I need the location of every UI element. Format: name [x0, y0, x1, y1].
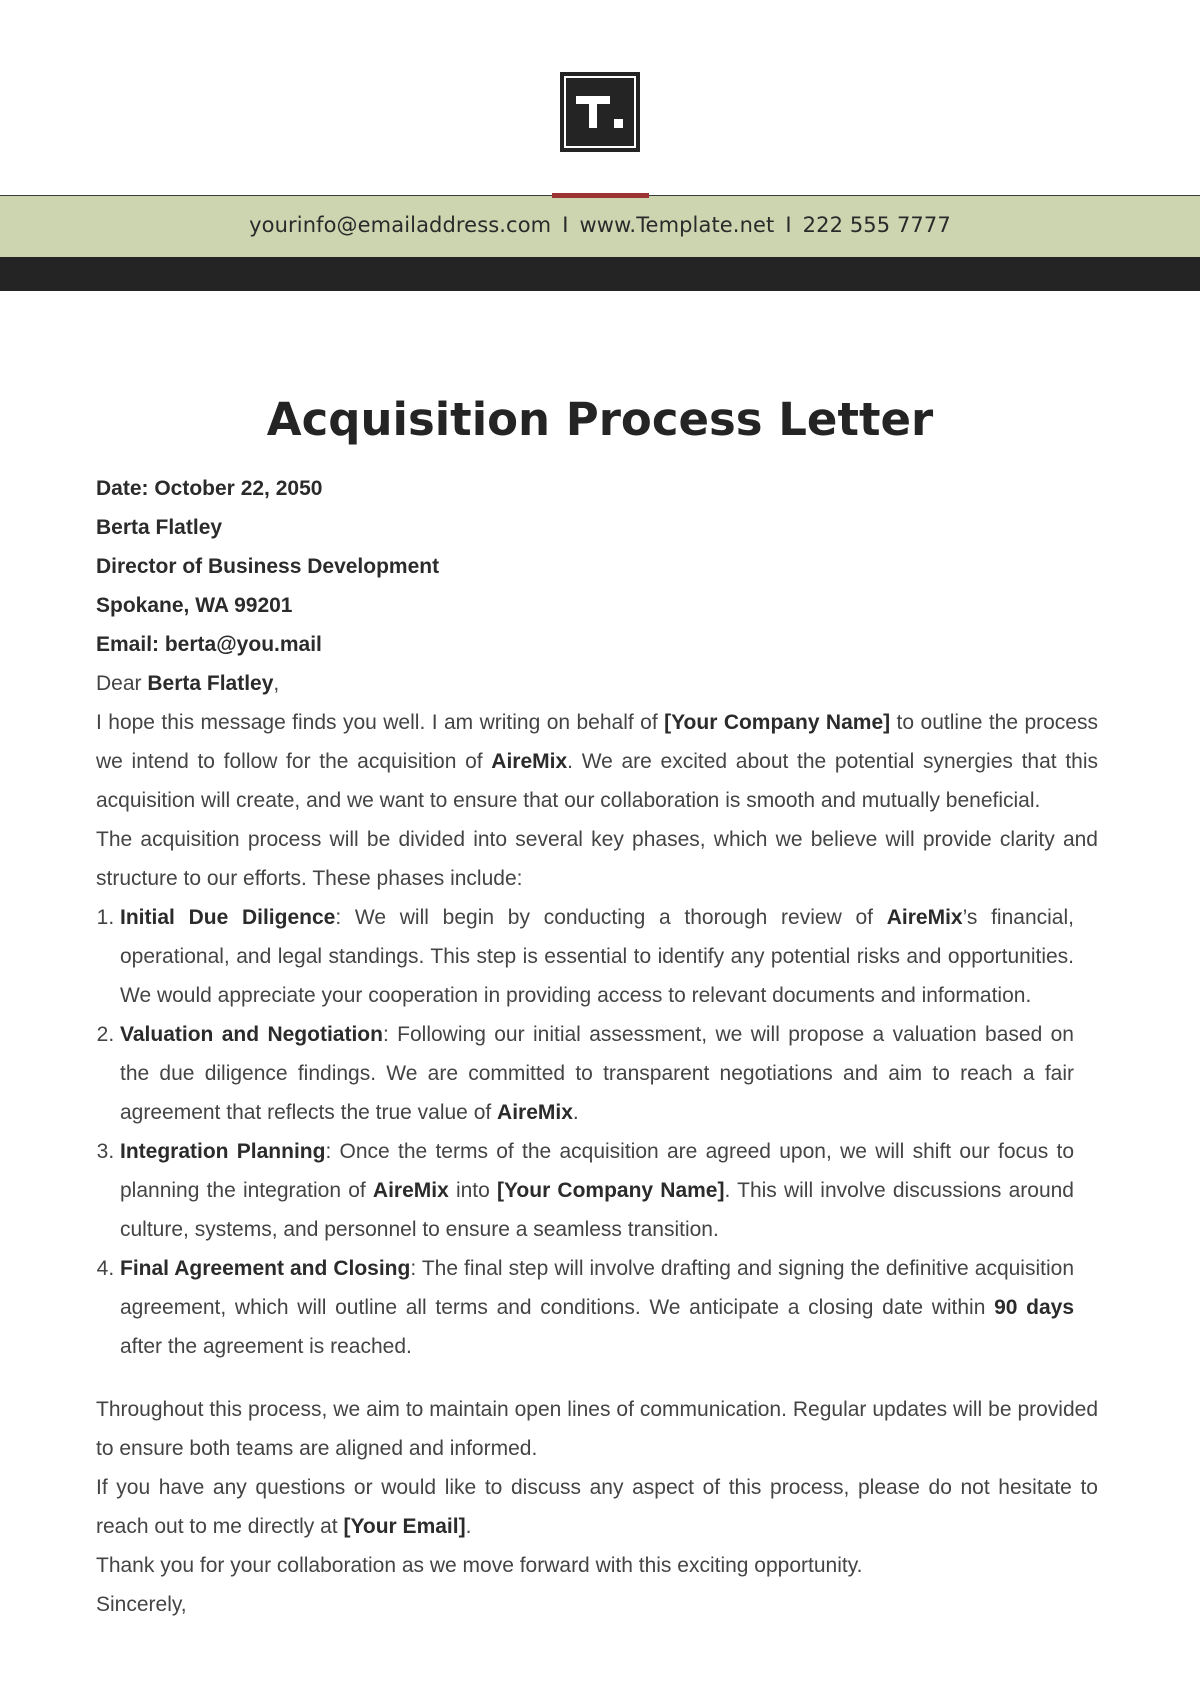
phases-intro-paragraph: The acquisition process will be divided into several key phases, which we believe will provide clarity and structure to our efforts. These phases include: [96, 828, 1098, 890]
phase-title: Final Agreement and Closing [120, 1257, 411, 1280]
salutation-suffix: , [273, 672, 280, 695]
contact-separator: I [562, 213, 569, 237]
template-logo [560, 72, 640, 152]
phase-emphasis: AireMix [886, 906, 963, 929]
salutation-name: Berta Flatley [147, 672, 274, 695]
contact-phone: 222 555 7777 [802, 213, 951, 237]
recipient-email: Email: berta@you.mail [96, 633, 322, 656]
phase-emphasis: AireMix [372, 1179, 449, 1202]
questions-paragraph [96, 1468, 1098, 1546]
accent-bar [552, 193, 649, 198]
questions-text: If you have any questions or would like to discuss any aspect of this process, please do not hesitate to reach out to me directly at [96, 1476, 1098, 1538]
phase-emphasis: AireMix [497, 1101, 573, 1124]
communication-paragraph: Throughout this process, we aim to maintain open lines of communication. Regular updates will be provided to ensure both teams are aligned and informed. [96, 1398, 1098, 1460]
target-company: AireMix [491, 750, 568, 773]
phase-item [120, 1249, 1074, 1366]
contact-line [0, 213, 1200, 237]
phase-text: after the agreement is reached. [120, 1335, 412, 1358]
letter-date: Date: October 22, 2050 [96, 477, 323, 500]
email-placeholder: [Your Email] [343, 1515, 466, 1538]
page-title: Acquisition Process Letter [266, 393, 934, 446]
phases-list [96, 898, 1074, 1366]
closing: Sincerely, [96, 1593, 187, 1616]
phase-text: . This will involve discussions around culture, systems, and personnel to ensure a seamless transition. [120, 1179, 1074, 1241]
phase-text: . [572, 1101, 579, 1124]
company-name-placeholder: [Your Company Name] [664, 711, 891, 734]
phase-item [120, 898, 1074, 1015]
intro-text: I hope this message finds you well. I am writing on behalf of [96, 711, 665, 734]
phase-emphasis: 90 days [994, 1296, 1074, 1319]
phase-text: into [448, 1179, 497, 1202]
letter-body [96, 469, 1098, 1624]
phase-text: : Following our initial assessment, we will propose a valuation based on the due diligence findings. We are committed to transparent negotiations and aim to reach a fair agreement that reflects the true value of [120, 1023, 1074, 1124]
spacer [96, 1366, 1098, 1390]
logo-letter-mark [570, 90, 630, 134]
salutation-prefix: Dear [96, 672, 148, 695]
questions-text: . [465, 1515, 472, 1538]
intro-text: . We are excited about the potential synergies that this acquisition will create, and we want to ensure that our collaboration is smooth and mutually beneficial. [96, 750, 1099, 812]
phase-emphasis: [Your Company Name] [496, 1179, 725, 1202]
phase-text: ’s financial, operational, and legal standings. This step is essential to identify any potential risks and opportunities. We would appreciate your cooperation in providing access to relevant documents and information. [120, 906, 1074, 1007]
phase-title: Valuation and Negotiation [120, 1023, 383, 1046]
phase-text: : Once the terms of the acquisition are agreed upon, we will shift our focus to planning the integration of [120, 1140, 1074, 1202]
salutation [96, 664, 1098, 703]
intro-text: to outline the process we intend to follow for the acquisition of [96, 711, 1098, 773]
recipient-name: Berta Flatley [96, 516, 223, 539]
phase-text: : The final step will involve drafting and signing the definitive acquisition agreement, which will outline all terms and conditions. We anticipate a closing date within [120, 1257, 1074, 1319]
recipient-location: Spokane, WA 99201 [96, 594, 293, 617]
thanks-paragraph: Thank you for your collaboration as we move forward with this exciting opportunity. [96, 1554, 863, 1577]
contact-separator: I [785, 213, 792, 237]
phase-item [120, 1015, 1074, 1132]
recipient-position: Director of Business Development [96, 555, 440, 578]
contact-website[interactable]: www.Template.net [579, 213, 775, 237]
phase-title: Initial Due Diligence [120, 906, 336, 929]
header-dark-bar [0, 257, 1200, 291]
phase-text: : We will begin by conducting a thorough review of [335, 906, 887, 929]
phase-item [120, 1132, 1074, 1249]
intro-paragraph [96, 703, 1098, 820]
contact-email[interactable]: yourinfo@emailaddress.com [249, 213, 552, 237]
logo-container [0, 72, 1200, 152]
phase-title: Integration Planning [120, 1140, 326, 1163]
